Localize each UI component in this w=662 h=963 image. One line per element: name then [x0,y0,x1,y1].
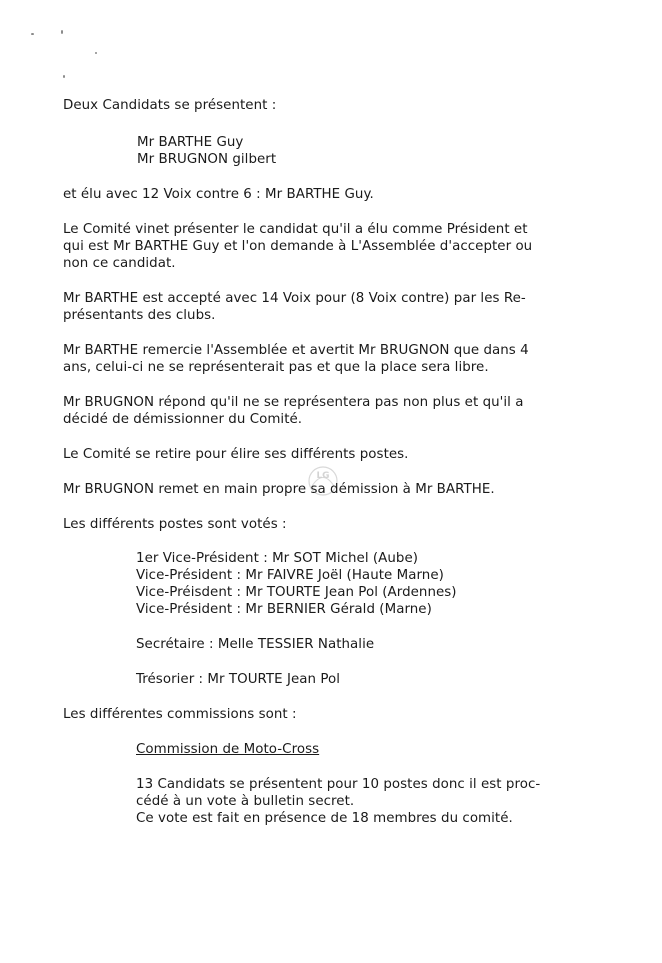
text-line: et élu avec 12 Voix contre 6 : Mr BARTHE Guy. [63,187,374,202]
post-line: Vice-Président : Mr FAIVRE Joël (Haute Marne) [136,568,444,583]
watermark-text: LG [316,471,330,481]
text-line: décidé de démissionner du Comité. [63,412,303,427]
text-line: Le Comité se retire pour élire ses différents postes. [63,447,409,462]
text-line: Mr BARTHE remercie l'Assemblée et avertit Mr BRUGNON que dans 4 [63,343,529,358]
scan-speck [95,52,97,54]
scan-speck [31,33,34,35]
candidate-name: Mr BARTHE Guy [137,135,244,150]
text-line: Mr BARTHE est accepté avec 14 Voix pour (8 Voix contre) par les Re- [63,291,526,306]
text-line: Les différents postes sont votés : [63,517,287,532]
text-line: Mr BRUGNON répond qu'il ne se représentera pas non plus et qu'il a [63,395,524,410]
text-line: Mr BRUGNON remet en main propre sa démission à Mr BARTHE. [63,482,495,497]
text-line: Ce vote est fait en présence de 18 membres du comité. [136,811,513,826]
post-line: Secrétaire : Melle TESSIER Nathalie [136,637,375,652]
text-line: 13 Candidats se présentent pour 10 postes donc il est proc- [136,777,541,792]
text-line: cédé à un vote à bulletin secret. [136,794,355,809]
post-line: 1er Vice-Président : Mr SOT Michel (Aube) [136,551,419,566]
text-line: Le Comité vinet présenter le candidat qu'il a élu comme Président et [63,222,528,237]
text-line: non ce candidat. [63,256,176,271]
text-line: Deux Candidats se présentent : [63,98,277,113]
text-line: qui est Mr BARTHE Guy et l'on demande à L'Assemblée d'accepter ou [63,239,533,254]
text-line: présentants des clubs. [63,308,216,323]
post-line: Trésorier : Mr TOURTE Jean Pol [136,672,341,687]
scan-speck [61,30,63,34]
commission-heading: Commission de Moto-Cross [136,742,320,757]
post-line: Vice-Préisdent : Mr TOURTE Jean Pol (Ardennes) [136,585,457,600]
scan-speck [63,75,65,78]
post-line: Vice-Président : Mr BERNIER Gérald (Marne) [136,602,432,617]
text-line: ans, celui-ci ne se représenterait pas et que la place sera libre. [63,360,489,375]
text-line: Les différentes commissions sont : [63,707,297,722]
candidate-name: Mr BRUGNON gilbert [137,152,277,167]
